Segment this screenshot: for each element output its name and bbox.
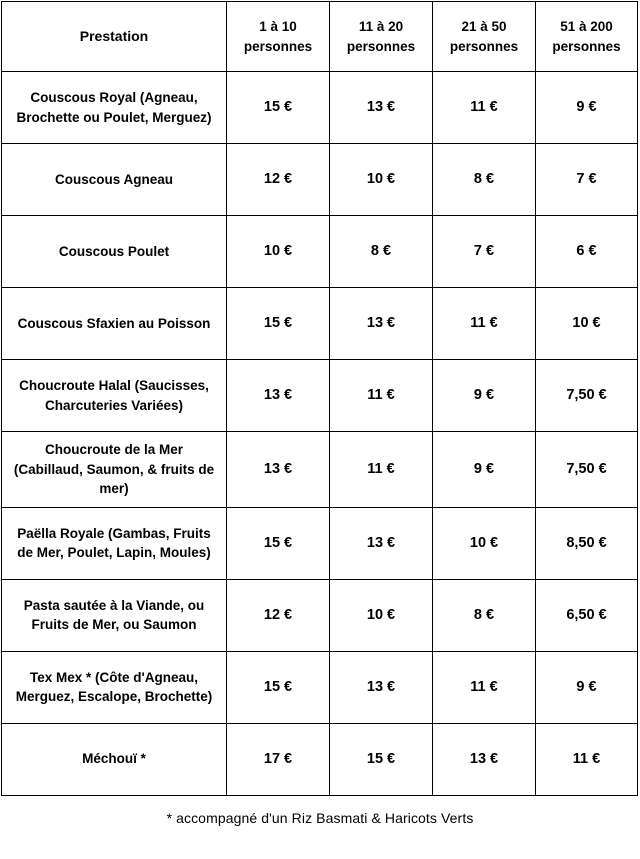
- row-price-51-200: 10 €: [536, 288, 638, 360]
- table-row: [2, 579, 638, 651]
- column-header-21-50: 21 à 50 personnes: [433, 2, 536, 72]
- row-description: Paëlla Royale (Gambas, Fruits de Mer, Poulet, Lapin, Moules): [2, 507, 227, 579]
- row-price-51-200: 11 €: [536, 723, 638, 795]
- row-price-1-10: 12 €: [227, 579, 330, 651]
- row-price-11-20: 11 €: [330, 432, 433, 508]
- row-price-1-10: 10 €: [227, 216, 330, 288]
- table-row: [2, 432, 638, 508]
- pricing-document: [0, 1, 640, 859]
- row-price-21-50: 11 €: [433, 288, 536, 360]
- row-price-11-20: 13 €: [330, 507, 433, 579]
- row-price-1-10: 13 €: [227, 432, 330, 508]
- row-price-1-10: 17 €: [227, 723, 330, 795]
- row-description: Tex Mex * (Côte d'Agneau, Merguez, Escalope, Brochette): [2, 651, 227, 723]
- row-price-21-50: 7 €: [433, 216, 536, 288]
- row-price-21-50: 11 €: [433, 72, 536, 144]
- row-price-21-50: 9 €: [433, 360, 536, 432]
- row-price-11-20: 13 €: [330, 72, 433, 144]
- row-description: Couscous Agneau: [2, 144, 227, 216]
- row-price-1-10: 13 €: [227, 360, 330, 432]
- table-row: [2, 360, 638, 432]
- row-price-51-200: 6,50 €: [536, 579, 638, 651]
- row-price-1-10: 15 €: [227, 72, 330, 144]
- row-description: Couscous Poulet: [2, 216, 227, 288]
- row-price-11-20: 10 €: [330, 579, 433, 651]
- row-description: Choucroute Halal (Saucisses, Charcuteries Variées): [2, 360, 227, 432]
- footnote: * accompagné d'un Riz Basmati & Haricots Verts: [166, 809, 474, 826]
- row-price-21-50: 9 €: [433, 432, 536, 508]
- row-price-21-50: 8 €: [433, 579, 536, 651]
- row-price-11-20: 13 €: [330, 288, 433, 360]
- row-price-11-20: 10 €: [330, 144, 433, 216]
- row-price-51-200: 7,50 €: [536, 360, 638, 432]
- row-price-21-50: 13 €: [433, 723, 536, 795]
- row-price-11-20: 15 €: [330, 723, 433, 795]
- row-price-51-200: 6 €: [536, 216, 638, 288]
- row-price-11-20: 13 €: [330, 651, 433, 723]
- row-price-1-10: 15 €: [227, 507, 330, 579]
- row-price-51-200: 8,50 €: [536, 507, 638, 579]
- row-price-51-200: 7,50 €: [536, 432, 638, 508]
- row-price-1-10: 15 €: [227, 288, 330, 360]
- table-row: [2, 651, 638, 723]
- row-price-51-200: 7 €: [536, 144, 638, 216]
- column-header-prestation: Prestation: [2, 2, 227, 72]
- row-price-11-20: 11 €: [330, 360, 433, 432]
- table-header: [2, 2, 638, 72]
- row-price-51-200: 9 €: [536, 651, 638, 723]
- table-row: [2, 216, 638, 288]
- table-row: [2, 288, 638, 360]
- table-row: [2, 144, 638, 216]
- table-row: [2, 72, 638, 144]
- row-price-21-50: 8 €: [433, 144, 536, 216]
- table-header-row: [2, 2, 638, 72]
- table-row: [2, 507, 638, 579]
- row-description: Couscous Sfaxien au Poisson: [2, 288, 227, 360]
- row-price-21-50: 11 €: [433, 651, 536, 723]
- row-description: Pasta sautée à la Viande, ou Fruits de Mer, ou Saumon: [2, 579, 227, 651]
- row-description: Couscous Royal (Agneau, Brochette ou Poulet, Merguez): [2, 72, 227, 144]
- row-price-1-10: 12 €: [227, 144, 330, 216]
- row-description: Méchouï *: [2, 723, 227, 795]
- pricing-table: [1, 1, 638, 796]
- column-header-51-200: 51 à 200 personnes: [536, 2, 638, 72]
- table-row: [2, 723, 638, 795]
- table-body: [2, 72, 638, 796]
- row-price-11-20: 8 €: [330, 216, 433, 288]
- row-price-21-50: 10 €: [433, 507, 536, 579]
- row-price-1-10: 15 €: [227, 651, 330, 723]
- row-price-51-200: 9 €: [536, 72, 638, 144]
- row-description: Choucroute de la Mer (Cabillaud, Saumon, & fruits de mer): [2, 432, 227, 508]
- column-header-11-20: 11 à 20 personnes: [330, 2, 433, 72]
- column-header-1-10: 1 à 10 personnes: [227, 2, 330, 72]
